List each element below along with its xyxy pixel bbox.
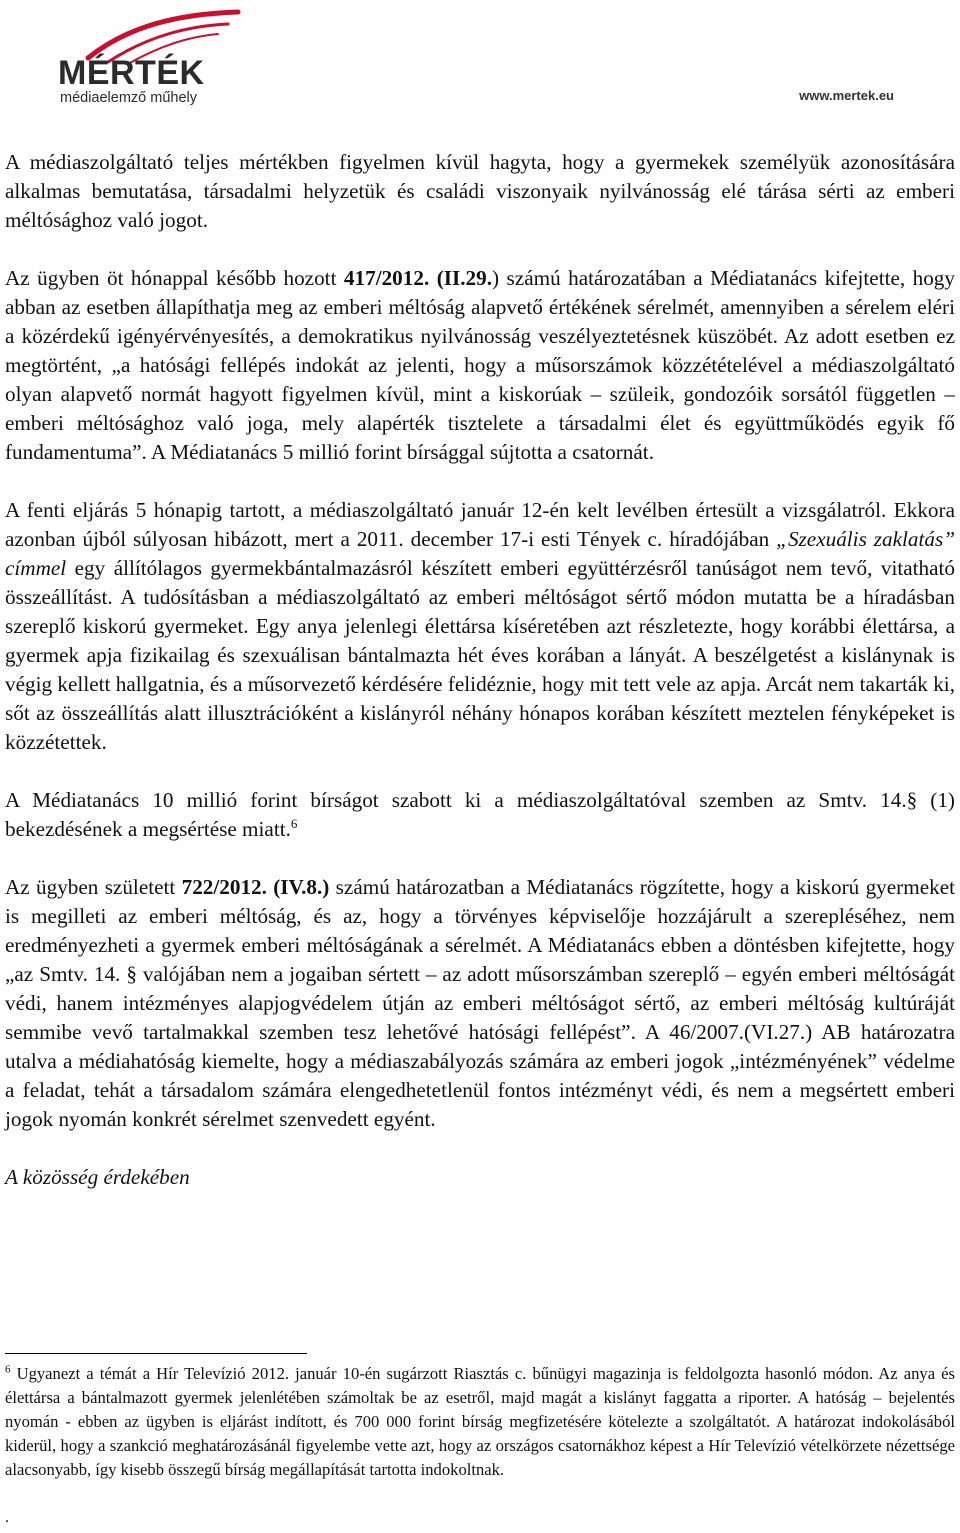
paragraph-5-text-b: számú határozatban a Médiatanács rögzítette, hogy a kiskorú gyermeket is megilleti az emberi méltóság, és az, hogy a törvényes képviselője hozzájárult a szerepléséhez, nem eredményezheti a gyermek emberi méltóságának a sérelmét. A Médiatanács ebben a döntésben kifejtette, hogy „az Smtv. 14. § valójában nem a jogaiban sértett – az adott műsorszámban szereplő – egyén emberi méltóságát védi, hanem intézményes alapjogvédelem útján az emberi méltóságot sértő, az emberi méltóság kultúráját semmibe vevő tartalmakkal szemben tesz lehetővé hatósági fellépést”. A 46/2007.(VI.27.) AB határozatra utalva a médiahatóság kiemelte, hogy a médiaszabályozás számára az emberi jogok „intézményének” védelme a feladat, tehát a társadalom számára elengedhetetlenül fontos intézményt védi, és nem a megsértett emberi jogok nyomán konkrét sérelmet szenvedett egyént.	[5, 875, 955, 1131]
decision-number-417: 417/2012. (II.29.	[343, 266, 493, 290]
paragraph-2	[5, 264, 955, 467]
paragraph-1	[5, 148, 955, 235]
logo-subtitle: médiaelemző műhely	[60, 90, 198, 106]
paragraph-4-text: A Médiatanács 10 millió forint bírságot szabott ki a médiaszolgáltatóval szemben az Smtv. 14.§ (1) bekezdésének a megsértése miatt.	[5, 788, 955, 841]
document-body	[5, 148, 955, 1221]
site-url[interactable]: www.mertek.eu	[799, 88, 894, 103]
mertek-logo	[58, 6, 248, 106]
footnote-divider	[5, 1353, 307, 1354]
report-title: „Szexuális zaklatás” címmel	[5, 527, 955, 580]
section-heading: A közösség érdekében	[5, 1165, 190, 1189]
footnote-ref-6[interactable]: 6	[290, 815, 298, 831]
footnote-6	[5, 1362, 955, 1482]
paragraph-3-text-b: egy állítólagos gyermekbántalmazásról készített emberi együttérzésről tanúságot nem tevő, vitatható összeállítást. A tudósításban a médiaszolgáltató az emberi méltóságot sértő módon mutatta be a híradásban szereplő kiskorú gyermeket. Egy anya jelenlegi élettársa kíséretében azt részletezte, hogy korábbi élettársa, a gyermek apja fizikailag és szexuálisan bántalmazta hét éves korában a lányát. A beszélgetést a kislánynak is végig kellett hallgatnia, és a műsorvezető kérdésére felidéznie, hogy mit tett vele az apja. Arcát nem takarták ki, sőt az összeállítás alatt illusztrációként a kislányról néhány hónapos korában készített meztelen fényképeket is közzétettek.	[5, 556, 955, 754]
paragraph-5-text-a: Az ügyben született	[5, 875, 182, 899]
paragraph-2-text-b: ) számú határozatában a Médiatanács kifejtette, hogy abban az esetben állapíthatja meg az emberi méltóság alapvető értékének sérelmét, amennyiben a sérelem eléri a közérdekű igényérvényesítés, a demokratikus nyilvánosság veszélyeztetésnek küszöbét. Az adott esetben ez megtörtént, „a hatósági fellépés indokát az jelenti, hogy a műsorszámok közzétételével a médiaszolgáltató olyan alapvető normát hagyott figyelmen kívül, mint a kiskorúak – szüleik, gondozóik sorsától független – emberi méltósághoz való joga, mely alapérték tisztelete a társadalmi élet és együttműködés egyik fő fundamentuma”. A Médiatanács 5 millió forint bírsággal sújtotta a csatornát.	[5, 266, 955, 464]
paragraph-1-text: A médiaszolgáltató teljes mértékben figyelmen kívül hagyta, hogy a gyermekek személyük azonosítására alkalmas bemutatása, társadalmi helyzetük és családi viszonyaik nyilvánosság elé tárása sérti az emberi méltósághoz való jogot.	[5, 150, 955, 232]
end-mark: .	[5, 1509, 9, 1526]
footnote-number: 6	[5, 1363, 11, 1376]
decision-number-722: 722/2012. (IV.8.)	[181, 875, 330, 899]
paragraph-4	[5, 786, 955, 844]
logo-word: MÉRTÉK	[58, 54, 205, 92]
paragraph-3	[5, 496, 955, 757]
page-header	[0, 0, 960, 120]
paragraph-2-text-a: Az ügyben öt hónappal később hozott	[5, 266, 344, 290]
footnote-text: Ugyanezt a témát a Hír Televízió 2012. január 10-én sugárzott Riasztás c. bűnügyi magazinja is feldolgozta hasonló módon. Az anya és élettársa a bántalmazott gyermek jelenlétében számoltak be az esetről, majd magát a kislányt faggatta a riporter. A hatóság – bejelentés nyomán - ebben az ügyben is eljárást indított, és 700 000 forint bírság megfizetésére kötelezte a szolgáltatót. A határozat indokolásából kiderül, hogy a szankció meghatározásánál figyelembe vette azt, hogy az országos csatornákhoz képest a Hír Televízió vételkörzete nézettsége alacsonyabb, így kisebb összegű bírság megállapítását tartotta indokoltnak.	[5, 1364, 955, 1479]
paragraph-5	[5, 873, 955, 1134]
paragraph-3-text-a: A fenti eljárás 5 hónapig tartott, a médiaszolgáltató január 12-én kelt levélben értesült a vizsgálatról. Ekkora azonban újból súlyosan hibázott, mert a 2011. december 17-i esti Tények c. híradójában	[5, 498, 955, 551]
